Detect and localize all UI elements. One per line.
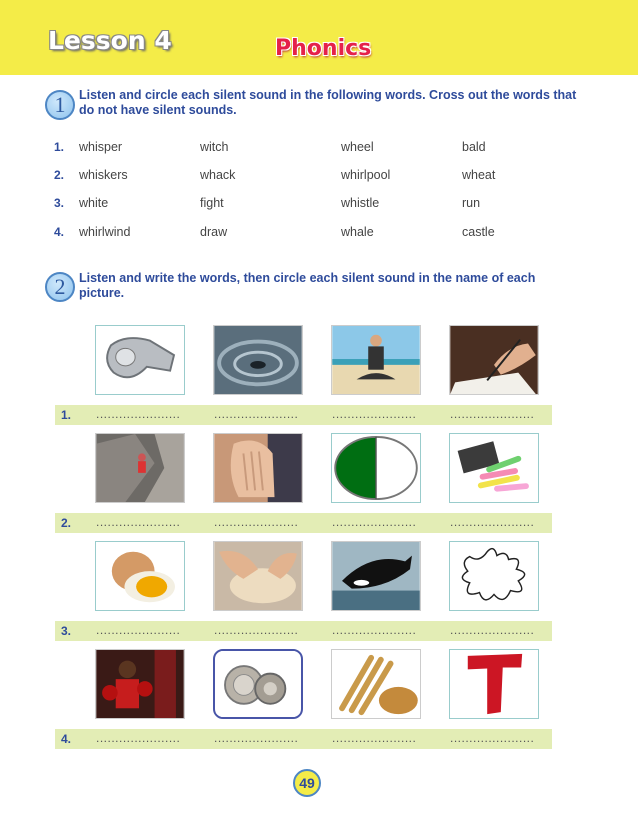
yoga-man-picture — [331, 325, 421, 395]
answer-line-number: 2. — [61, 516, 72, 530]
exercise-2-number-badge: 2 — [45, 272, 75, 302]
answer-blank[interactable]: ...................... — [450, 515, 535, 529]
word-item[interactable]: witch — [200, 140, 229, 154]
word-item[interactable]: wheel — [341, 140, 374, 154]
word-row-number: 4. — [54, 225, 65, 239]
answer-line — [55, 621, 552, 641]
chalk-picture — [449, 433, 539, 503]
answer-blank[interactable]: ...................... — [214, 623, 299, 637]
word-item[interactable]: wheat — [462, 168, 496, 182]
topic-title: Phonics — [275, 36, 372, 61]
answer-blank[interactable]: ...................... — [450, 407, 535, 421]
word-row-number: 3. — [54, 196, 65, 210]
egg-yolk-picture — [95, 541, 185, 611]
header-band — [0, 0, 638, 75]
orca-picture — [331, 541, 421, 611]
word-row-number: 2. — [54, 168, 65, 182]
answer-blank[interactable]: ...................... — [96, 731, 181, 745]
lesson-title: Lesson 4 — [48, 26, 172, 55]
exercise-2-instruction-line-2: picture. — [79, 286, 125, 300]
word-item[interactable]: whack — [200, 168, 236, 182]
word-item[interactable]: run — [462, 196, 481, 210]
answer-blank[interactable]: ...................... — [332, 407, 417, 421]
letter-t-picture — [449, 649, 539, 719]
answer-blank[interactable]: ...................... — [450, 623, 535, 637]
answer-blank[interactable]: ...................... — [332, 515, 417, 529]
exercise-1-number-badge: 1 — [45, 90, 75, 120]
exercise-1-instruction-line-1: Listen and circle each silent sound in the following words. Cross out the words that — [79, 88, 577, 102]
answer-line — [55, 405, 552, 425]
word-item[interactable]: whale — [341, 225, 374, 239]
doorknob-picture — [213, 649, 303, 719]
exercise-1-instruction-line-2: do not have silent sounds. — [79, 103, 237, 117]
answer-line-number: 3. — [61, 624, 72, 638]
answer-blank[interactable]: ...................... — [450, 731, 535, 745]
answer-line — [55, 729, 552, 749]
answer-blank[interactable]: ...................... — [332, 623, 417, 637]
climber-picture — [95, 433, 185, 503]
splat-outline-picture — [449, 541, 539, 611]
wheat-picture — [331, 649, 421, 719]
whirlpool-picture — [213, 325, 303, 395]
answer-blank[interactable]: ...................... — [214, 515, 299, 529]
page-number: 49 — [293, 769, 321, 797]
answer-blank[interactable]: ...................... — [214, 731, 299, 745]
writing-hand-picture — [449, 325, 539, 395]
answer-line-number: 1. — [61, 408, 72, 422]
listening-ear-picture — [213, 433, 303, 503]
answer-blank[interactable]: ...................... — [214, 407, 299, 421]
word-item[interactable]: fight — [200, 196, 224, 210]
exercise-2-instruction-line-1: Listen and write the words, then circle each silent sound in the name of each — [79, 271, 536, 285]
word-item[interactable]: whirlwind — [79, 225, 131, 239]
word-row-number: 1. — [54, 140, 65, 154]
word-item[interactable]: whistle — [341, 196, 380, 210]
whistle-picture — [95, 325, 185, 395]
word-item[interactable]: castle — [462, 225, 495, 239]
answer-blank[interactable]: ...................... — [96, 623, 181, 637]
word-item[interactable]: white — [79, 196, 109, 210]
answer-line-number: 4. — [61, 732, 72, 746]
word-item[interactable]: bald — [462, 140, 486, 154]
answer-blank[interactable]: ...................... — [96, 407, 181, 421]
answer-blank[interactable]: ...................... — [332, 731, 417, 745]
answer-line — [55, 513, 552, 533]
answer-blank[interactable]: ...................... — [96, 515, 181, 529]
boxer-picture — [95, 649, 185, 719]
half-circle-picture — [331, 433, 421, 503]
word-item[interactable]: whiskers — [79, 168, 128, 182]
word-item[interactable]: whirlpool — [341, 168, 391, 182]
word-item[interactable]: whisper — [79, 140, 123, 154]
word-item[interactable]: draw — [200, 225, 228, 239]
dough-picture — [213, 541, 303, 611]
